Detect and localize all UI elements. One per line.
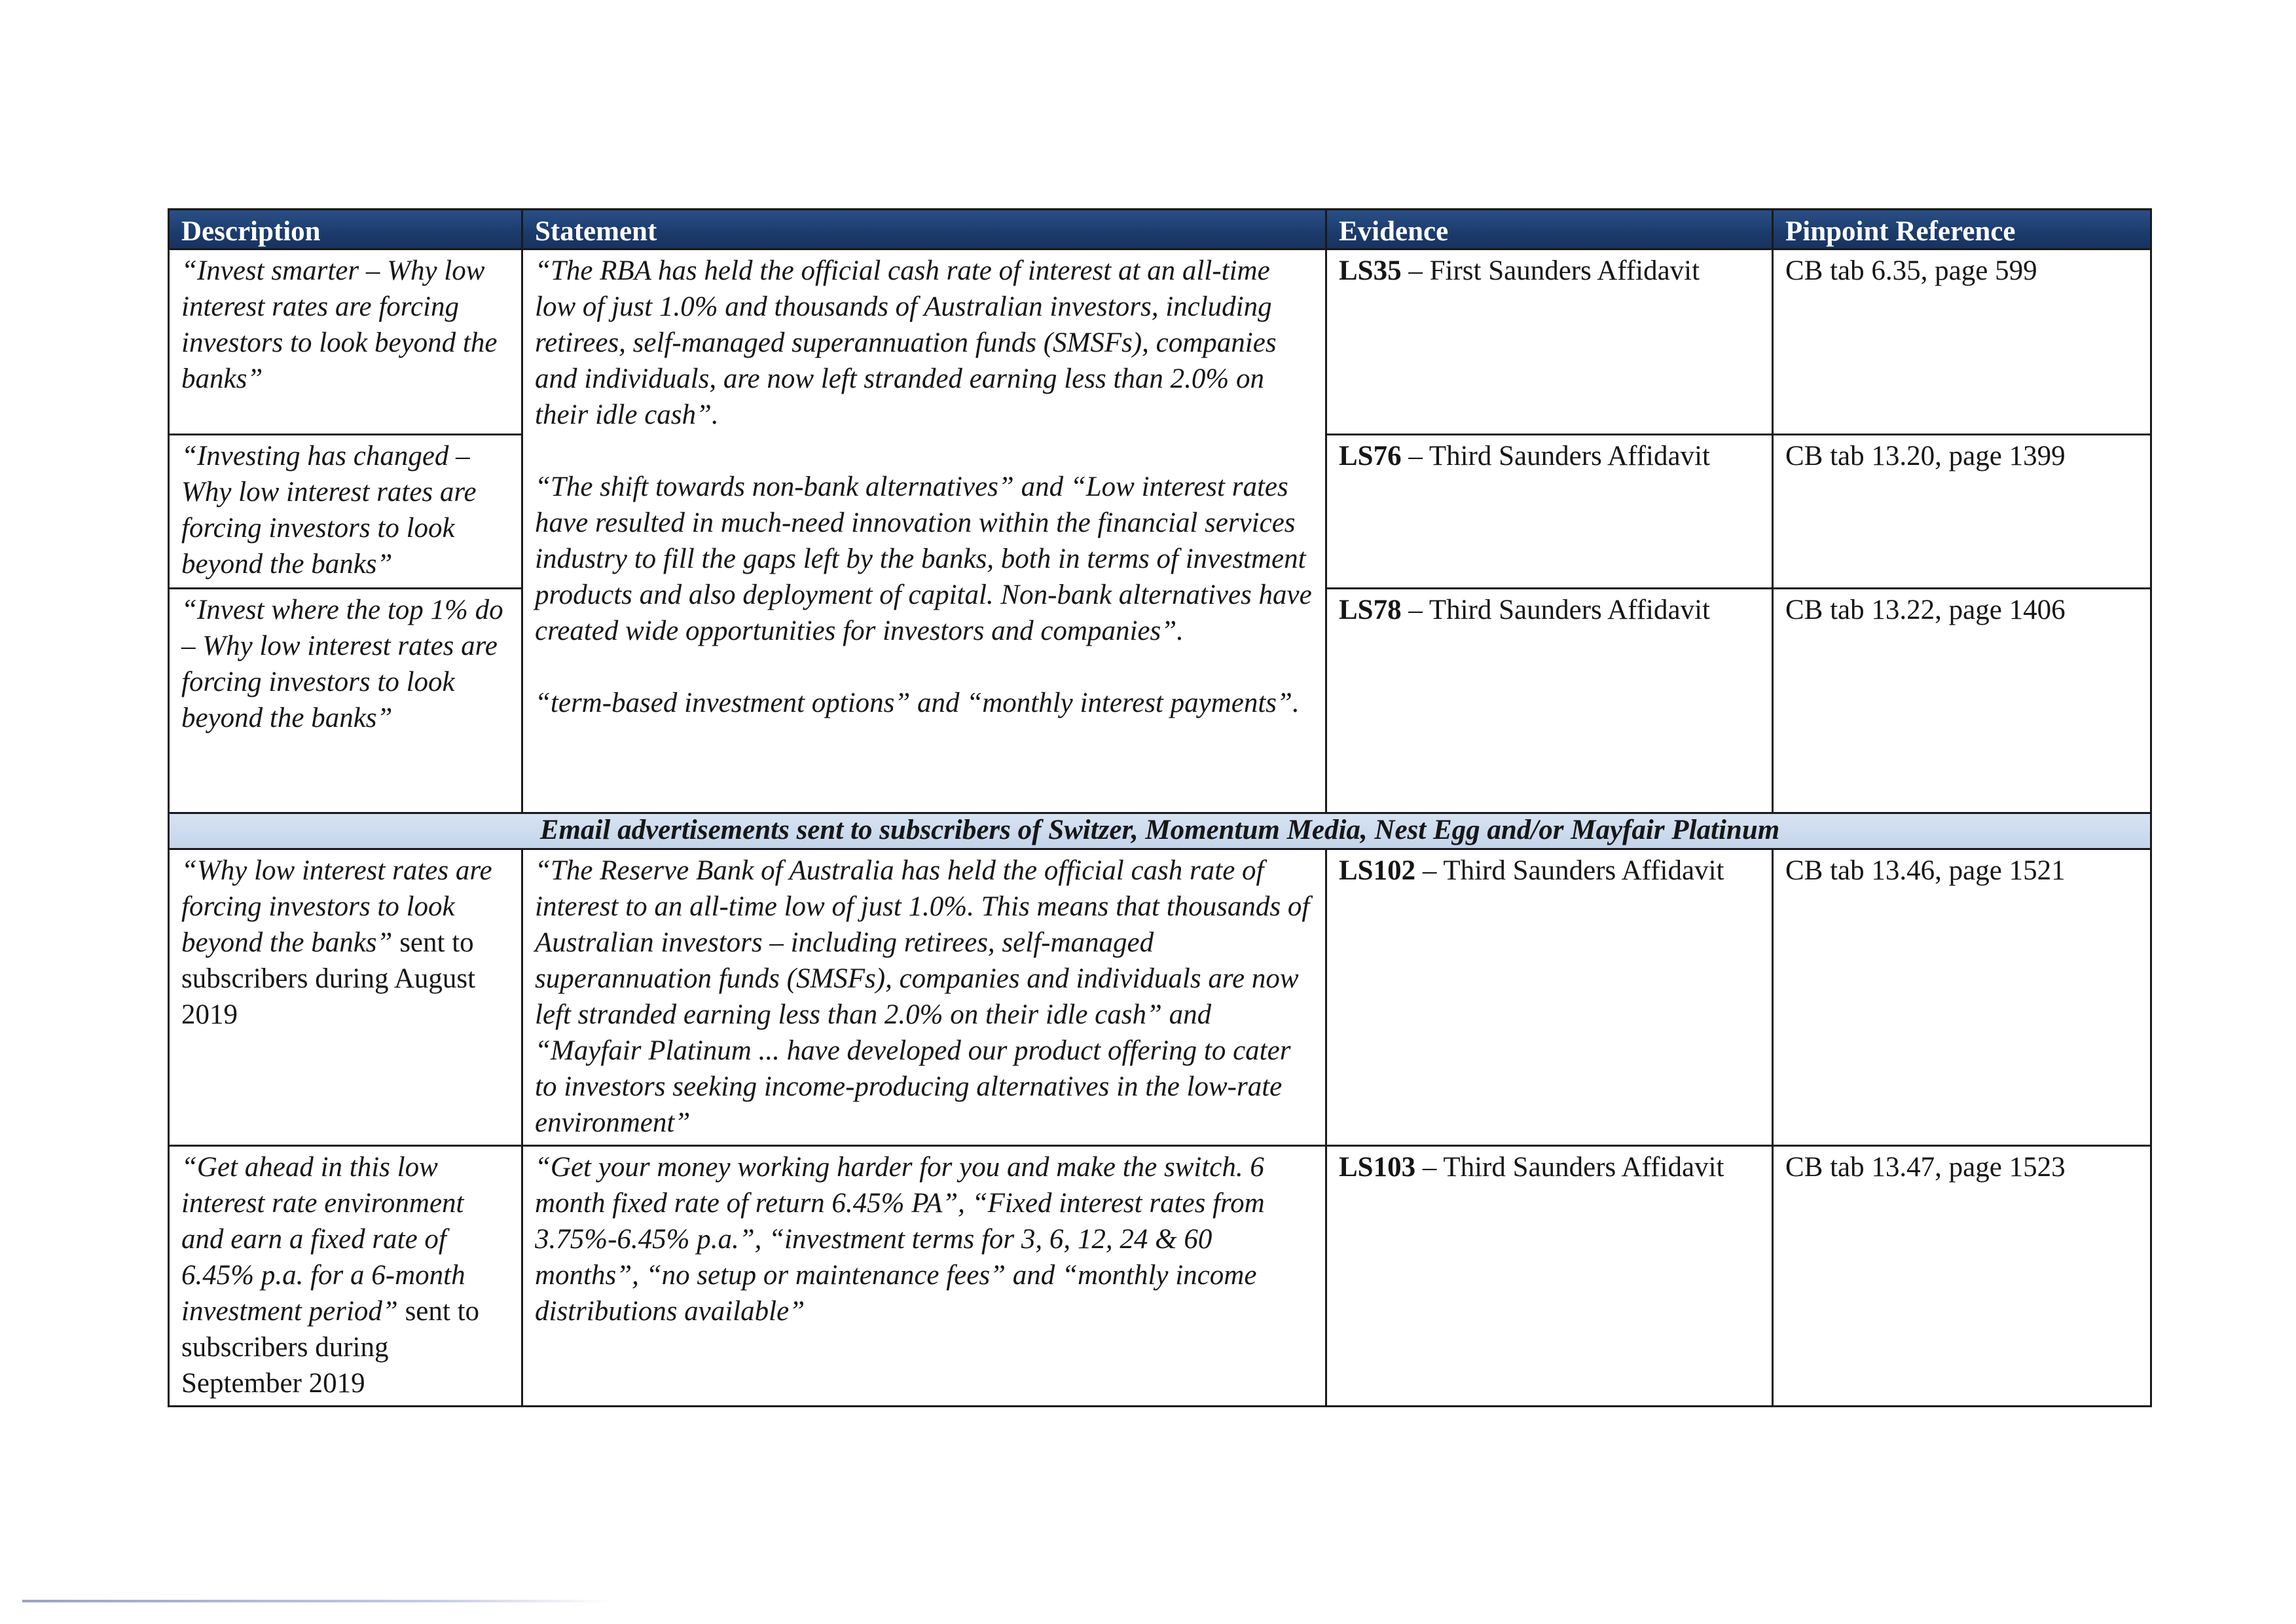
description-cell: “Investing has changed – Why low interest rates are forcing investors to look beyond the banks” xyxy=(169,435,522,589)
evidence-source: – Third Saunders Affidavit xyxy=(1415,1152,1724,1183)
evidence-cell xyxy=(1326,589,1773,813)
evidence-code: LS102 xyxy=(1339,855,1416,886)
header-pinpoint-reference: Pinpoint Reference xyxy=(1773,210,2151,249)
section-heading-row xyxy=(169,813,2151,849)
description-cell xyxy=(169,1146,522,1407)
header-description: Description xyxy=(169,210,522,249)
description-quote: “Why low interest rates are forcing investors to look beyond the banks” xyxy=(181,855,492,958)
statement-paragraph: “term-based investment options” and “monthly interest payments”. xyxy=(535,688,1300,718)
evidence-cell xyxy=(1326,249,1773,435)
description-cell: “Invest where the top 1% do – Why low interest rates are forcing investors to look beyond the banks” xyxy=(169,589,522,813)
pinpoint-cell: CB tab 13.47, page 1523 xyxy=(1773,1146,2151,1407)
section-heading: Email advertisements sent to subscribers of Switzer, Momentum Media, Nest Egg and/or Mayfair Platinum xyxy=(169,813,2151,849)
statement-cell: “The Reserve Bank of Australia has held the official cash rate of interest to an all-time low of just 1.0%. This means that thousands of Australian investors – including retirees, self-managed superannuation funds (SMSFs), companies and individuals are now left stranded earning less than 2.0% on their idle cash” and “Mayfair Platinum ... have developed our product offering to cater to investors seeking income-producing alternatives in the low-rate environment” xyxy=(522,849,1326,1146)
pinpoint-cell: CB tab 13.20, page 1399 xyxy=(1773,435,2151,589)
description-cell xyxy=(169,849,522,1146)
evidence-source: – Third Saunders Affidavit xyxy=(1415,855,1724,886)
footer-rule xyxy=(22,1600,611,1602)
evidence-source: – Third Saunders Affidavit xyxy=(1401,441,1710,471)
evidence-code: LS35 xyxy=(1339,255,1402,286)
evidence-code: LS76 xyxy=(1339,441,1402,471)
description-note: sent to subscribers during September 2019 xyxy=(181,1296,480,1399)
statement-cell: “Get your money working harder for you and make the switch. 6 month fixed rate of return 6.45% PA”, “Fixed interest rates from 3.75%-6.45% p.a.”, “investment terms for 3, 6, 12, 24 & 60 months”, “no setup or maintenance fees” and “monthly income distributions available” xyxy=(522,1146,1326,1407)
pinpoint-cell: CB tab 13.22, page 1406 xyxy=(1773,589,2151,813)
description-cell: “Invest smarter – Why low interest rates are forcing investors to look beyond the banks” xyxy=(169,249,522,435)
evidence-code: LS78 xyxy=(1339,595,1402,625)
statement-cell xyxy=(522,249,1326,813)
evidence-source: – First Saunders Affidavit xyxy=(1401,255,1700,286)
table-row xyxy=(169,1146,2151,1407)
header-evidence: Evidence xyxy=(1326,210,1773,249)
evidence-table xyxy=(168,208,2152,1407)
table-row xyxy=(169,249,2151,435)
description-note: sent to subscribers during August 2019 xyxy=(181,927,476,1030)
evidence-source: – Third Saunders Affidavit xyxy=(1401,595,1710,625)
header-row xyxy=(169,210,2151,249)
pinpoint-cell: CB tab 6.35, page 599 xyxy=(1773,249,2151,435)
evidence-cell xyxy=(1326,1146,1773,1407)
statement-paragraph: “The RBA has held the official cash rate of interest at an all-time low of just 1.0% and thousands of Australian investors, including retirees, self-managed superannuation funds (SMSFs), companies and individuals, are now left stranded earning less than 2.0% on their idle cash”. xyxy=(535,255,1277,430)
pinpoint-cell: CB tab 13.46, page 1521 xyxy=(1773,849,2151,1146)
evidence-cell xyxy=(1326,849,1773,1146)
evidence-cell xyxy=(1326,435,1773,589)
statement-paragraph: “The shift towards non-bank alternatives” and “Low interest rates have resulted in much-need innovation within the financial services industry to fill the gaps left by the banks, both in terms of investment products and also deployment of capital. Non-bank alternatives have created wide opportunities for investors and companies”. xyxy=(535,471,1312,646)
table-row xyxy=(169,849,2151,1146)
description-quote: “Get ahead in this low interest rate environment and earn a fixed rate of 6.45% p.a. for a 6-month investment period” xyxy=(181,1152,465,1327)
evidence-code: LS103 xyxy=(1339,1152,1416,1183)
header-statement: Statement xyxy=(522,210,1326,249)
